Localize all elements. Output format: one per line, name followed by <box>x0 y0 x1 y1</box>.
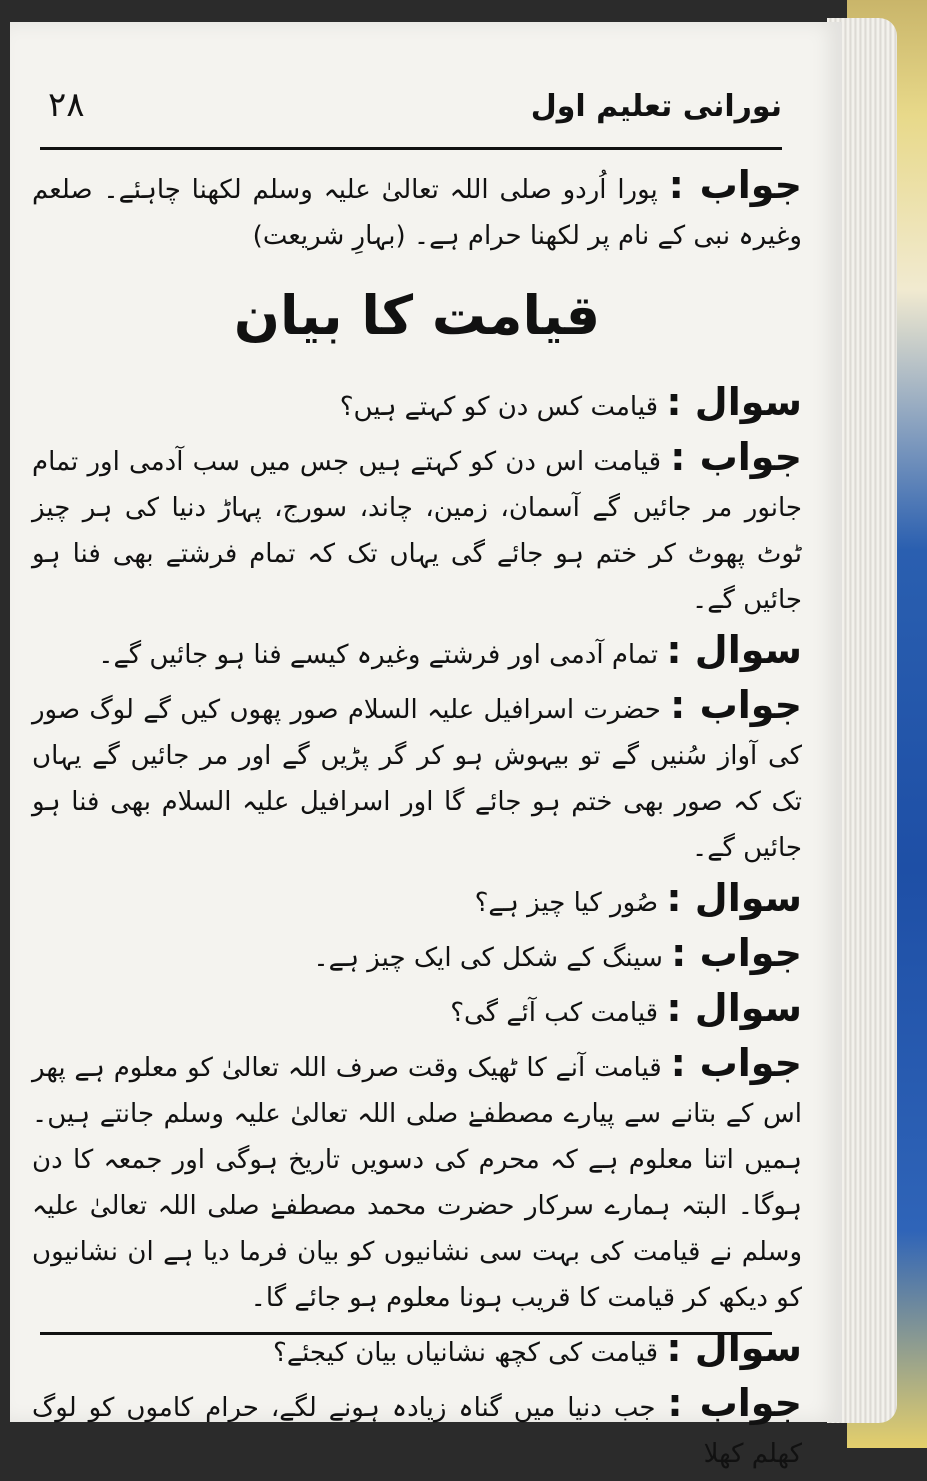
question-paragraph <box>32 379 802 430</box>
running-title: نورانی تعلیم اول <box>530 89 782 124</box>
book-page <box>10 22 842 1469</box>
answer-text: حضرت اسرافیل علیہ السلام صور پھوں کیں گے لوگ صور کی آواز سُنیں گے تو بیہوش ہو کر گر پڑیں گے اور مر جائیں گے یہاں تک کہ صور بھی ختم ہو جائے گا اور اسرافیل علیہ السلام بھی فنا ہو جائیں گے۔ <box>32 695 802 863</box>
page-header <box>40 77 782 150</box>
answer-label: جواب : <box>671 931 802 975</box>
question-text: قیامت کب آئے گی؟ <box>450 998 659 1028</box>
question-label: سوال : <box>666 986 802 1030</box>
answer-text: سینگ کے شکل کی ایک چیز ہے۔ <box>313 943 663 973</box>
answer-label: جواب : <box>668 163 802 207</box>
answer-label: جواب : <box>667 1381 802 1425</box>
question-label: سوال : <box>666 1326 802 1370</box>
question-text: صُور کیا چیز ہے؟ <box>474 888 659 918</box>
question-paragraph <box>32 627 802 678</box>
answer-paragraph <box>32 1040 802 1321</box>
answer-text: جب دنیا میں گناہ زیادہ ہونے لگے، حرام کاموں کو لوگ کھلم کھلا <box>32 1393 802 1469</box>
answer-paragraph <box>32 1380 802 1477</box>
question-label: سوال : <box>666 380 802 424</box>
answer-label: جواب : <box>670 683 802 727</box>
answer-paragraph <box>32 682 802 871</box>
page-body <box>32 162 802 1481</box>
section-heading: قیامت کا بیان <box>233 284 601 347</box>
footer-rule <box>40 1332 772 1335</box>
answer-paragraph <box>32 434 802 623</box>
question-paragraph <box>32 985 802 1036</box>
answer-paragraph <box>32 162 802 259</box>
question-text: تمام آدمی اور فرشتے وغیرہ کیسے فنا ہو جائیں گے۔ <box>98 640 659 670</box>
answer-label: جواب : <box>670 435 802 479</box>
answer-text: قیامت اس دن کو کہتے ہیں جس میں سب آدمی اور تمام جانور مر جائیں گے آسمان، زمین، چاند، سورج، پہاڑ دنیا کی ہر چیز ٹوٹ پھوٹ کر ختم ہو جائے گی یہاں تک کہ تمام فرشتے بھی فنا ہو جائیں گے۔ <box>32 447 802 615</box>
page-number: ۲۸ <box>48 85 85 125</box>
question-text: قیامت کس دن کو کہتے ہیں؟ <box>339 392 659 422</box>
answer-label: جواب : <box>670 1041 802 1085</box>
question-label: سوال : <box>666 876 802 920</box>
question-label: سوال : <box>666 628 802 672</box>
answer-text: قیامت آنے کا ٹھیک وقت صرف اللہ تعالیٰ کو معلوم ہے پھر اس کے بتانے سے پیارے مصطفےٰ صلی اللہ تعالیٰ علیہ وسلم جانتے ہیں۔ ہمیں اتنا معلوم ہے کہ محرم کی دسویں تاریخ ہوگی اور جمعہ کا دن ہوگا۔ البتہ ہمارے سرکار حضرت محمد مصطفےٰ صلی اللہ تعالیٰ علیہ وسلم نے قیامت کی بہت سی نشانیوں کو بیان فرما دیا ہے ان نشانیوں کو دیکھ کر قیامت کا قریب ہونا معلوم ہو جائے گا۔ <box>32 1053 802 1313</box>
question-paragraph <box>32 875 802 926</box>
answer-paragraph <box>32 930 802 981</box>
question-text: قیامت کی کچھ نشانیاں بیان کیجئے؟ <box>273 1338 659 1368</box>
answer-text: پورا اُردو صلی اللہ تعالیٰ علیہ وسلم لکھنا چاہئے۔ صلعم وغیرہ نبی کے نام پر لکھنا حرام ہے۔ (بہارِ شریعت) <box>32 175 802 251</box>
